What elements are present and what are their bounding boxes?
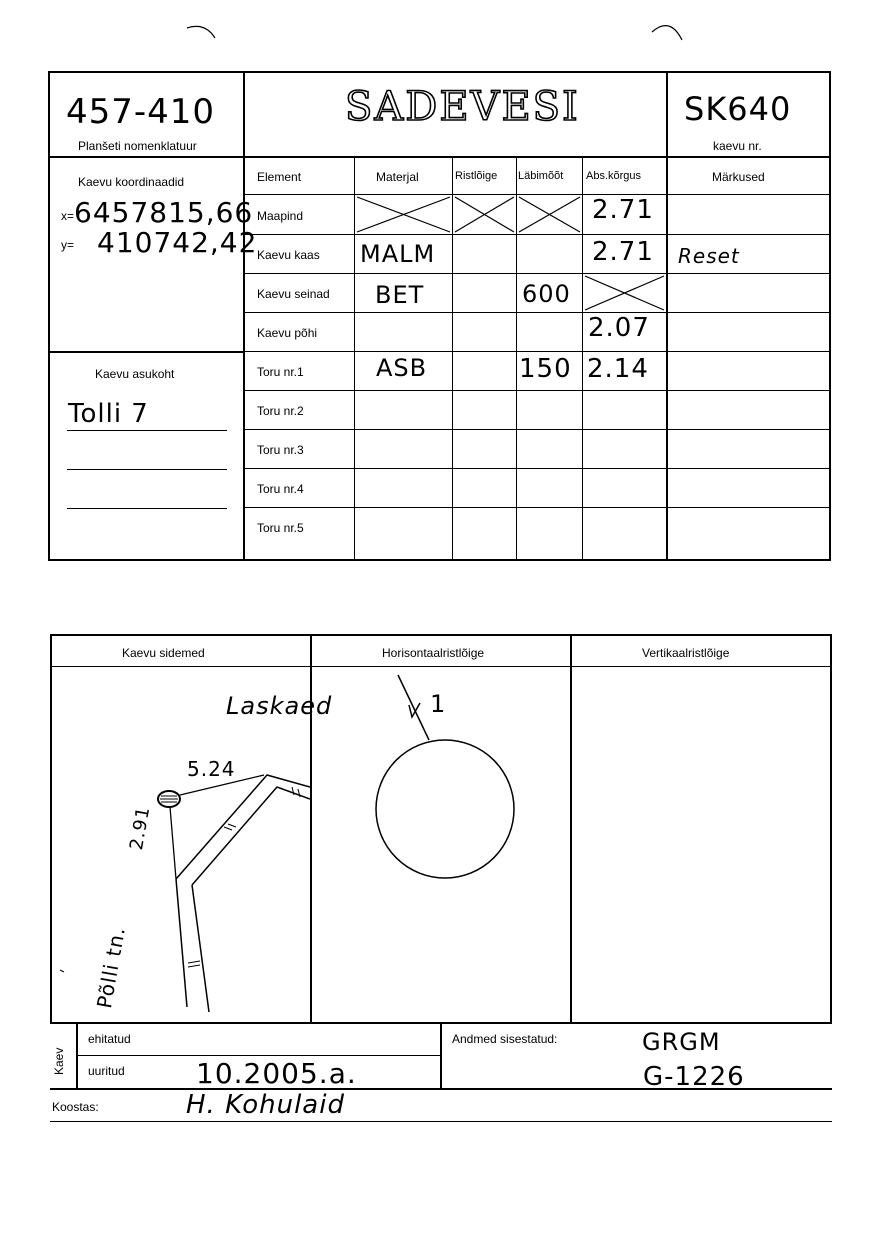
cross-mark-walls-height <box>583 274 666 312</box>
row-label-pipe-3: Toru nr.3 <box>257 443 304 457</box>
row-label-bottom: Kaevu põhi <box>257 326 318 340</box>
row-label-pipe-1: Toru nr.1 <box>257 365 304 379</box>
built-label: ehitatud <box>88 1032 131 1046</box>
y-coordinate: 410742,42 <box>97 226 258 259</box>
horizontal-section-label: Horisontaalristlõige <box>382 646 485 660</box>
lid-notes: Reset <box>678 244 740 268</box>
cross-mark-ground-material <box>355 195 452 234</box>
row-label-pipe-4: Toru nr.4 <box>257 482 304 496</box>
street-polli: Põlli tn. <box>92 924 130 1011</box>
data-entered-line-1: GRGM <box>642 1028 721 1056</box>
pipe-1-label: 1 <box>430 690 447 718</box>
punch-hole-right <box>650 18 690 48</box>
ground-abs-height: 2.71 <box>592 195 654 225</box>
distance-top: 5.24 <box>187 757 236 781</box>
row-label-ground: Maapind <box>257 209 304 223</box>
x-coordinate: 6457815,66 <box>74 196 254 229</box>
page-title: SADEVESI <box>345 84 580 130</box>
walls-material: BET <box>375 281 425 309</box>
street-laskaed: Laskaed <box>226 692 333 720</box>
walls-diameter: 600 <box>522 280 571 308</box>
cross-mark-ground-diameter <box>517 195 582 234</box>
cross-mark-ground-section <box>453 195 516 234</box>
horizontal-section-drawing <box>312 667 570 1022</box>
well-number-label: kaevu nr. <box>713 139 762 153</box>
row-label-pipe-2: Toru nr.2 <box>257 404 304 418</box>
compiled-label: Koostas: <box>52 1100 99 1114</box>
col-header-cross-section: Ristlõige <box>455 170 498 182</box>
y-prefix: y= <box>61 238 75 252</box>
pipe-1-abs-height: 2.14 <box>587 354 649 384</box>
connections-label: Kaevu sidemed <box>122 646 205 660</box>
data-entered-line-2: G-1226 <box>643 1062 745 1092</box>
punch-hole-left <box>185 20 225 50</box>
col-header-notes: Märkused <box>712 170 765 184</box>
connections-sketch <box>52 667 310 1022</box>
distance-left: 2.91 <box>126 804 155 852</box>
x-prefix: x= <box>61 209 75 223</box>
coordinates-label: Kaevu koordinaadid <box>78 175 185 189</box>
col-header-element: Element <box>257 170 302 184</box>
col-header-abs-height: Abs.kõrgus <box>586 170 642 182</box>
col-header-material: Materjal <box>376 170 419 184</box>
well-side-label: Kaev <box>52 1047 66 1075</box>
pipe-1-diameter: 150 <box>519 354 572 384</box>
bottom-abs-height: 2.07 <box>588 313 650 343</box>
vertical-section-label: Vertikaalristlõige <box>642 646 730 660</box>
col-header-diameter: Läbimõõt <box>518 170 564 182</box>
lid-abs-height: 2.71 <box>592 237 654 267</box>
surveyed-value: 10.2005.a. <box>196 1057 357 1090</box>
sheet-label: Planšeti nomenklatuur <box>78 139 197 153</box>
surveyed-label: uuritud <box>88 1064 125 1078</box>
pipe-1-material: ASB <box>376 354 428 382</box>
well-number: SK640 <box>684 90 792 128</box>
location-label: Kaevu asukoht <box>95 367 175 381</box>
row-label-walls: Kaevu seinad <box>257 287 330 301</box>
lid-material: MALM <box>360 240 436 268</box>
row-label-pipe-5: Toru nr.5 <box>257 521 304 535</box>
compiled-value: H. Kohulaid <box>186 1090 345 1120</box>
manhole-icon <box>155 787 185 811</box>
sheet-number: 457-410 <box>66 92 216 132</box>
data-entered-label: Andmed sisestatud: <box>452 1032 558 1046</box>
row-label-lid: Kaevu kaas <box>257 248 320 262</box>
location-value: Tolli 7 <box>68 399 149 429</box>
